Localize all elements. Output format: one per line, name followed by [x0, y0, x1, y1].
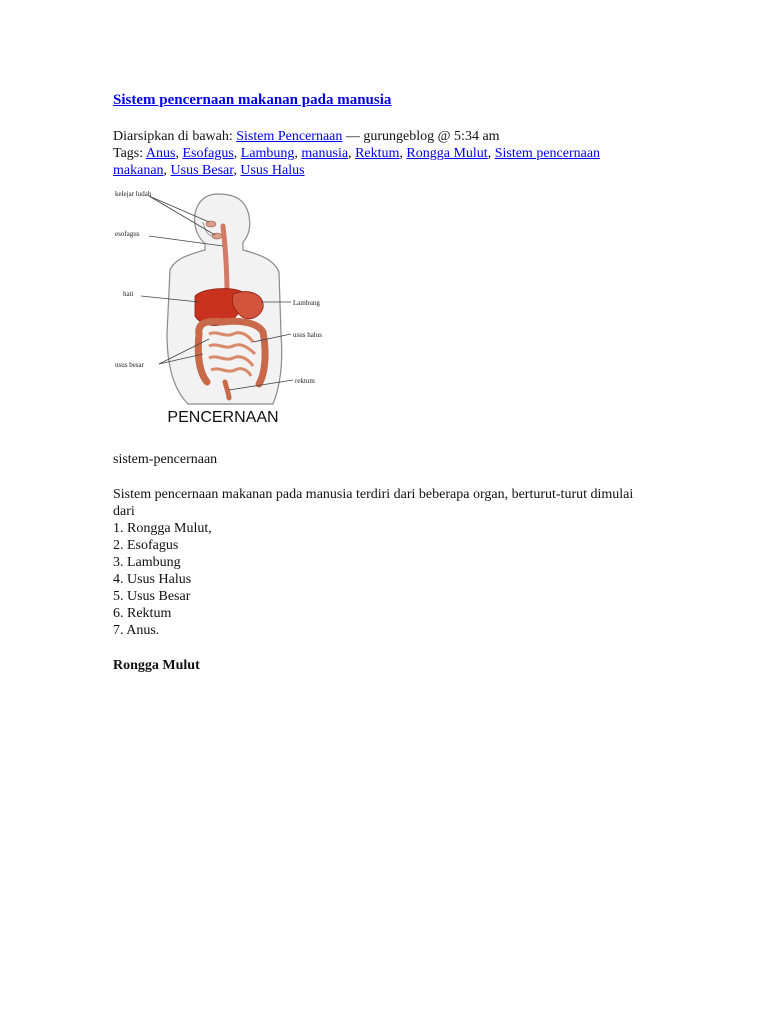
- label-hati: hati: [123, 290, 134, 298]
- tag-link-esofagus[interactable]: Esofagus: [182, 146, 234, 161]
- byline: — gurungeblog @ 5:34 am: [345, 129, 500, 144]
- list-item: 3. Lambung: [113, 555, 181, 570]
- list-item: 4. Usus Halus: [113, 572, 192, 587]
- organ-list: [113, 520, 653, 639]
- list-item: 7. Anus.: [113, 623, 160, 638]
- label-kelenjar-ludah: kelejar ludah: [115, 190, 152, 198]
- figure-caption: sistem-pencernaan: [113, 452, 218, 467]
- tag-link-usus-besar[interactable]: Usus Besar: [170, 163, 234, 178]
- tag-link-usus-halus[interactable]: Usus Halus: [240, 163, 305, 178]
- tag-link-sistem-pencernaan[interactable]: Sistem pencernaan makanan: [113, 146, 601, 178]
- list-item: 6. Rektum: [113, 606, 172, 621]
- intro-paragraph: Sistem pencernaan makanan pada manusia terdiri dari beberapa organ, berturut-turut dimulai dari: [113, 487, 634, 519]
- label-usus-halus: usus halus: [293, 331, 322, 339]
- archive-line: [113, 128, 653, 145]
- list-item: 1. Rongga Mulut,: [113, 521, 212, 536]
- label-usus-besar: usus besar: [115, 361, 144, 369]
- tags-line: Tags: Anus, Esofagus, Lambung, manusia, Rektum, Rongga Mulut, Sistem pencernaan makanan, Usus Besar, Usus Halus: [113, 146, 601, 178]
- tag-link-manusia[interactable]: manusia: [301, 146, 349, 161]
- figure-title: PENCERNAAN: [167, 409, 279, 426]
- list-item: 2. Esofagus: [113, 538, 179, 553]
- list-item: 5. Usus Besar: [113, 589, 191, 604]
- tags-prefix: Tags:: [113, 146, 144, 161]
- tag-link-anus[interactable]: Anus: [145, 146, 176, 161]
- tag-link-rongga-mulut[interactable]: Rongga Mulut: [406, 146, 488, 161]
- digestive-system-figure: [113, 184, 333, 439]
- archived-prefix: Diarsipkan di bawah:: [113, 129, 233, 144]
- post-title-link[interactable]: Sistem pencernaan makanan pada manusia: [113, 92, 392, 108]
- post-content: [113, 90, 653, 674]
- section-heading-rongga-mulut: Rongga Mulut: [113, 658, 200, 673]
- post-meta: [113, 128, 653, 179]
- label-lambung: Lambung: [293, 299, 320, 307]
- category-link[interactable]: Sistem Pencernaan: [236, 129, 343, 144]
- tag-link-lambung[interactable]: Lambung: [240, 146, 295, 161]
- tag-link-rektum[interactable]: Rektum: [355, 146, 400, 161]
- label-esofagus: esofagus: [115, 230, 140, 238]
- label-rektum: rektum: [295, 377, 315, 385]
- digestive-diagram: [113, 184, 333, 439]
